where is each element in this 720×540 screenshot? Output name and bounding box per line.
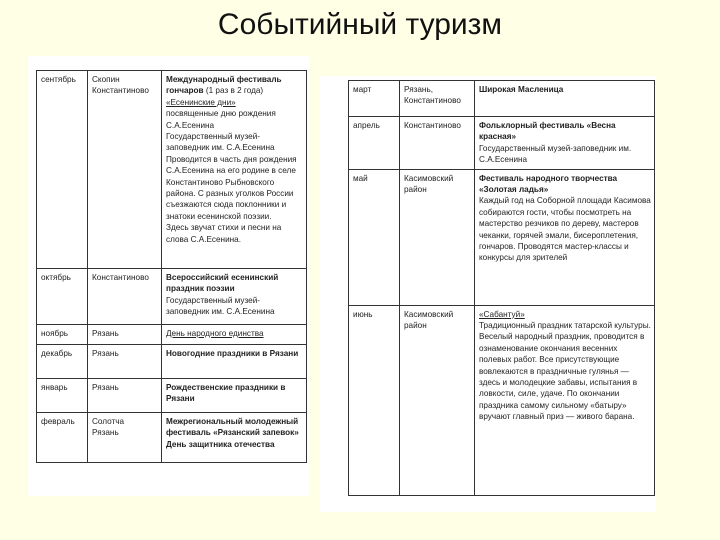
table-row	[349, 81, 655, 117]
month-cell: апрель	[349, 117, 400, 170]
place-cell: Рязань, Константиново	[400, 81, 475, 117]
month-cell: январь	[37, 379, 88, 413]
table-row	[37, 71, 307, 269]
event-title: Новогодние праздники в Рязани	[166, 349, 299, 358]
month-cell: сентябрь	[37, 71, 88, 269]
month-cell: март	[349, 81, 400, 117]
event-cell	[475, 169, 655, 305]
event-title: Всероссийский есенинский праздник поэзии	[166, 273, 279, 294]
place-cell: Рязань	[88, 345, 162, 379]
event-description: Государственный музей-заповедник им. С.А.Есенина	[166, 295, 275, 317]
event-highlight: День народного единства	[166, 329, 264, 338]
table-row	[37, 325, 307, 345]
month-cell: октябрь	[37, 269, 88, 325]
event-description: Традиционный праздник татарской культуры. Веселый народный праздник, проводится в ознаменование окончания весенних полевых работ. Все присутствующие вовлекаются в праздничные гулянья — здесь и молодецкие забавы, испытания в ловкости, силе, удаче. По окончании праздника самому сильному «батыру» вручают главный приз — живого барана.	[479, 321, 651, 422]
month-cell: май	[349, 169, 400, 305]
month-cell: декабрь	[37, 345, 88, 379]
event-title: Межрегиональный молодежный фестиваль «Рязанский запевок» День защитника отечества	[166, 417, 299, 449]
table-row	[37, 413, 307, 463]
event-title: Широкая Масленица	[479, 85, 564, 94]
month-cell: ноябрь	[37, 325, 88, 345]
event-title: Фестиваль народного творчества «Золотая ладья»	[479, 173, 618, 195]
place-cell: Касимовский район	[400, 305, 475, 495]
right-document-page	[320, 76, 656, 512]
page-title: Событийный туризм	[217, 8, 503, 41]
place-cell: Касимовский район	[400, 169, 475, 305]
month-cell: июнь	[349, 305, 400, 495]
event-title: Рождественские праздники в Рязани	[166, 383, 286, 404]
event-cell	[475, 117, 655, 170]
event-highlight: «Есенинские дни»	[166, 97, 236, 107]
event-cell	[475, 305, 655, 495]
events-table-right	[348, 80, 655, 496]
left-document-page	[28, 56, 310, 496]
events-table-left	[36, 70, 307, 463]
place-cell: Рязань	[88, 325, 162, 345]
table-row	[349, 117, 655, 170]
table-row	[37, 345, 307, 379]
place-cell: Солотча Рязань	[88, 413, 162, 463]
event-description: Каждый год на Соборной площади Касимова собираются гости, чтобы посмотреть на мастерство резчиков по дереву, мастеров чеканки, горячей эмали, бисероплетения, гончаров. Проводятся мастер-классы и конкурсы для зрителей	[479, 196, 651, 263]
place-cell: Рязань	[88, 379, 162, 413]
event-description: посвященные дню рождения С.А.Есенина Государственный музей-заповедник им. С.А.Есенина Проводится в часть дня рождения С.А.Есенина на его родине в селе Константиново Рыбновского района. С разных уголков России съезжаются сюда поклонники и знатоки есенинской поэзии. Здесь звучат стихи и песни на слова С.А.Есенина.	[166, 109, 297, 244]
event-cell	[475, 81, 655, 117]
event-highlight: «Сабантуй»	[479, 309, 525, 319]
event-cell	[162, 325, 307, 345]
event-cell	[162, 71, 307, 269]
event-cell	[162, 269, 307, 325]
event-description: Государственный музей-заповедник им. С.А.Есенина	[479, 143, 632, 165]
table-row	[37, 269, 307, 325]
table-row	[349, 169, 655, 305]
event-note: (1 раз в 2 года)	[203, 86, 264, 96]
event-title: Фольклорный фестиваль «Весна красная»	[479, 121, 616, 142]
table-row	[349, 305, 655, 495]
place-cell: Скопин Константиново	[88, 71, 162, 269]
month-cell: февраль	[37, 413, 88, 463]
table-row	[37, 379, 307, 413]
event-cell	[162, 379, 307, 413]
place-cell: Константиново	[400, 117, 475, 170]
event-title: Международный фестиваль гончаров	[166, 75, 282, 96]
event-cell	[162, 413, 307, 463]
event-cell	[162, 345, 307, 379]
place-cell: Константиново	[88, 269, 162, 325]
